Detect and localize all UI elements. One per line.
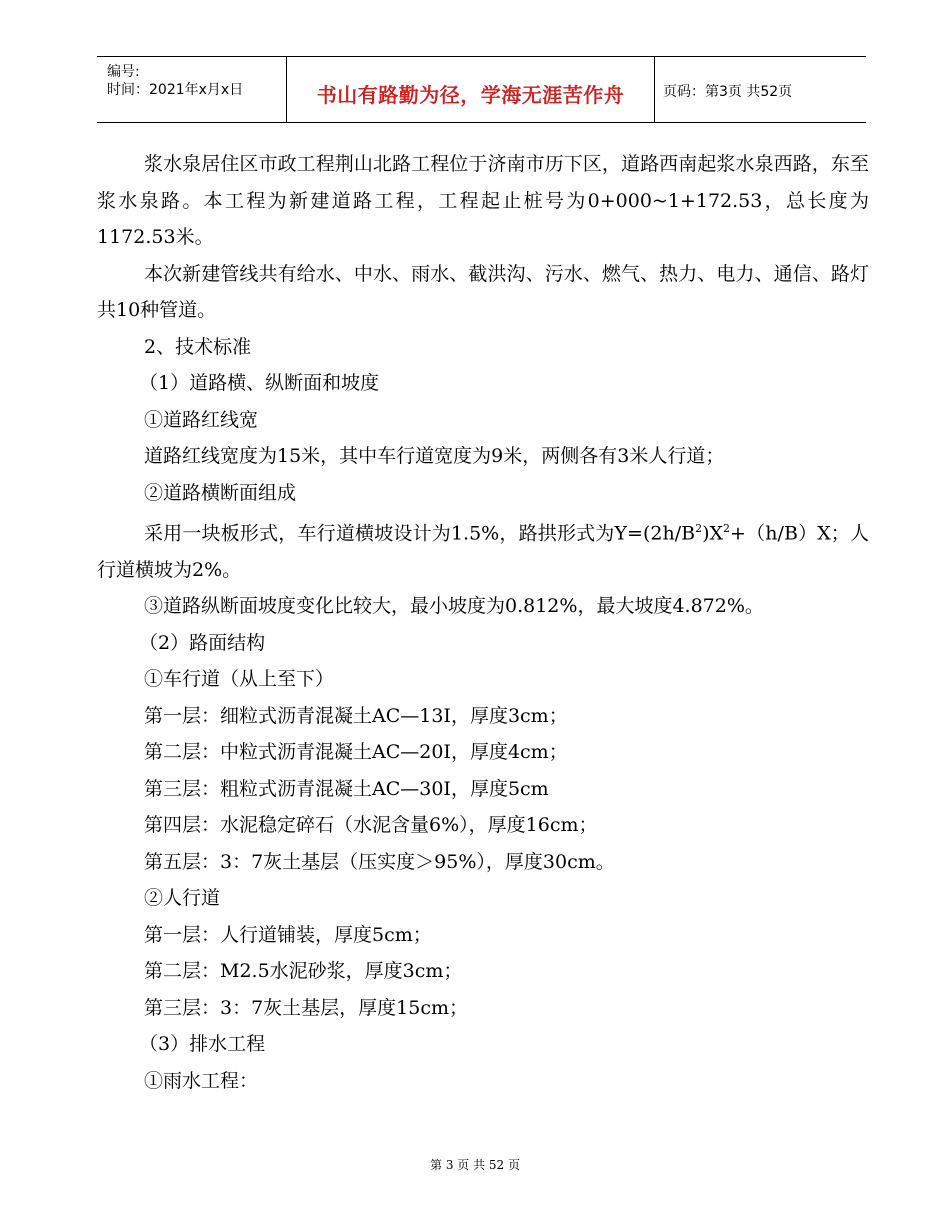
page-header — [97, 56, 866, 123]
cross-text-c: +（h/B）X；人行道横坡为2%。 — [97, 522, 869, 581]
carriageway-layer-2: 第二层：中粒式沥青混凝土AC—20Ⅰ，厚度4cm； — [144, 741, 568, 764]
item-cross-section: ②道路横断面组成 — [144, 481, 297, 504]
paragraph-project-overview: 浆水泉居住区市政工程荆山北路工程位于济南市历下区，道路西南起浆水泉西路，东至浆水泉路。本工程为新建道路工程，工程起止桩号为0+000~1+172.53，总长度为1172.53米。 — [97, 153, 869, 248]
subsection-pavement: （2）路面结构 — [139, 631, 266, 654]
carriageway-layer-5: 第五层：3：7灰土基层（压实度＞95%），厚度30cm。 — [144, 850, 615, 873]
subsection-road-section: （1）道路横、纵断面和坡度 — [139, 372, 380, 394]
sidewalk-layer-1: 第一层：人行道铺装，厚度5cm； — [144, 923, 432, 946]
carriageway-layer-1: 第一层：细粒式沥青混凝土AC—13Ⅰ，厚度3cm； — [144, 704, 568, 727]
item-redline-width: ①道路红线宽 — [144, 408, 259, 431]
item-longitudinal-slope: ③道路纵断面坡度变化比较大，最小坡度为0.812%，最大坡度4.872%。 — [144, 595, 764, 618]
header-motto-cell — [287, 57, 655, 122]
paragraph-cross-section — [97, 511, 869, 588]
header-page-cell — [655, 57, 866, 122]
carriageway-layer-4: 第四层：水泥稳定碎石（水泥含量6%），厚度16cm； — [144, 814, 598, 837]
page-footer: 第 3 页 共 52 页 — [430, 1158, 520, 1172]
item-carriageway: ①车行道（从上至下） — [144, 668, 335, 691]
carriageway-layer-3: 第三层：粗粒式沥青混凝土AC—30Ⅰ，厚度5cm — [144, 777, 549, 800]
number-label: 编号: — [107, 64, 140, 80]
cross-text-a: 采用一块板形式，车行道横坡设计为1.5%，路拱形式为Y=(2h/B — [144, 522, 696, 545]
header-motto: 书山有路勤为径，学海无涯苦作舟 — [316, 83, 625, 107]
document-body — [97, 146, 869, 1099]
item-rainwater: ①雨水工程： — [144, 1069, 259, 1092]
item-sidewalk: ②人行道 — [144, 887, 221, 910]
cross-superscript-1: 2 — [695, 522, 703, 535]
sidewalk-layer-3: 第三层：3：7灰土基层，厚度15cm； — [144, 996, 469, 1019]
paragraph-pipelines: 本次新建管线共有给水、中水、雨水、截洪沟、污水、燃气、热力、电力、通信、路灯共10种管道。 — [97, 262, 869, 321]
section-heading-tech-standard: 2、技术标准 — [144, 335, 252, 358]
sidewalk-layer-2: 第二层：M2.5水泥砂浆，厚度3cm； — [144, 960, 463, 983]
cross-text-b: )X — [702, 522, 724, 545]
cross-superscript-2: 2 — [723, 522, 731, 535]
subsection-drainage: （3）排水工程 — [139, 1033, 266, 1056]
time-label: 时间：2021年x月x日 — [107, 82, 244, 98]
header-info-cell — [97, 57, 287, 122]
header-page-code: 页码：第3页 共52页 — [663, 84, 793, 100]
redline-description: 道路红线宽度为15米，其中车行道宽度为9米，两侧各有3米人行道； — [144, 445, 725, 467]
